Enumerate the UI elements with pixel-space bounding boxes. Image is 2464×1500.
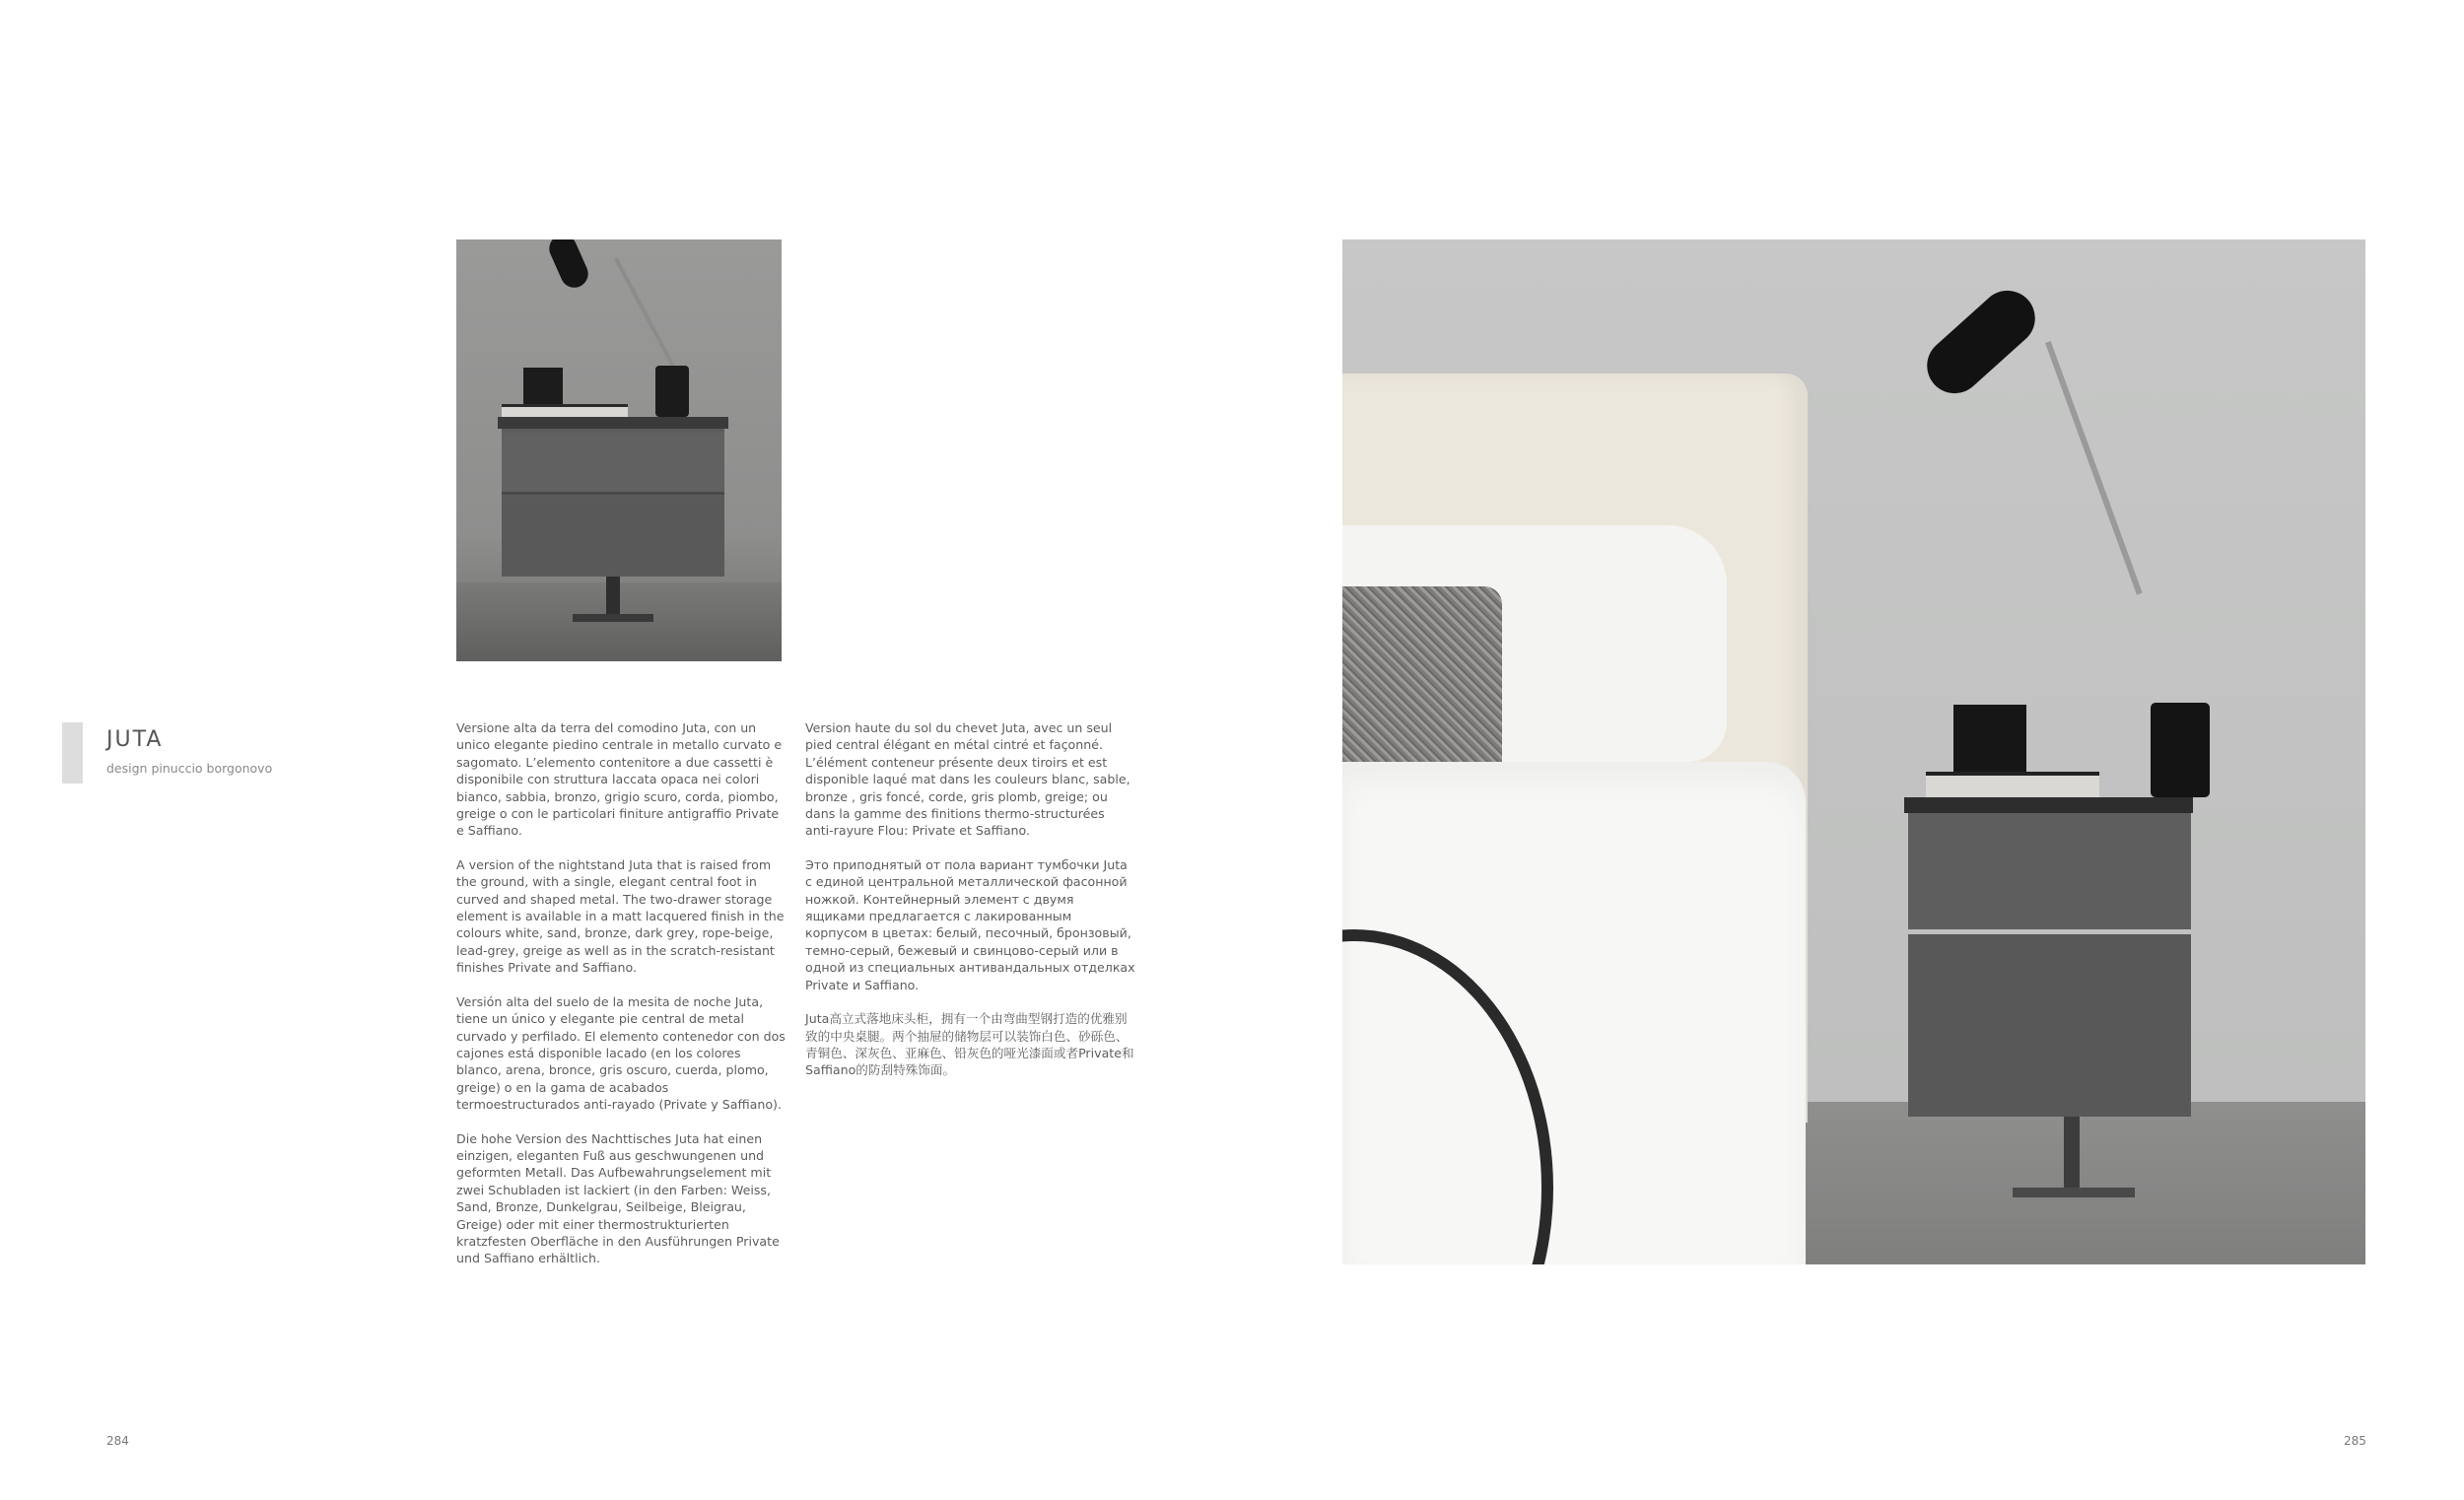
description-chinese: Juta高立式落地床头柜，拥有一个由弯曲型钢打造的优雅别致的中央桌腿。两个抽屉的储物层可以装饰白色、砂砾色、青铜色、深灰色、亚麻色、铅灰色的哑光漆面或者Private和Saffiano的防刮特殊饰面。	[805, 1011, 1134, 1078]
title-accent-bar	[62, 722, 83, 784]
designer-credit: design pinuccio borgonovo	[106, 761, 273, 776]
product-title: JUTA	[106, 727, 164, 752]
nightstand-product-photo	[456, 239, 782, 661]
description-french: Version haute du sol du chevet Juta, avec un seul pied central élégant en métal cintré et façonné. L’élément conteneur présente deux tiroirs et est disponible laqué mat dans les couleurs blanc, sable, bronze , gris foncé, corde, gris plomb, greige; ou dans la gamme des finitions thermo-structurées anti-rayure Flou: Private et Saffiano.	[805, 720, 1130, 839]
description-spanish: Versión alta del suelo de la mesita de noche Juta, tiene un único y elegante pie central de metal curvado y perfilado. El elemento contenedor con dos cajones está disponible lacado (en los colores blanco, arena, bronce, gris oscuro, cuerda, plomo, greige) o en la gama de acabados termoestructurados anti-rayado (Private y Saffiano).	[456, 993, 786, 1113]
bedroom-scene-photo	[1342, 239, 2365, 1264]
description-italian: Versione alta da terra del comodino Juta, con un unico elegante piedino centrale in metallo curvato e sagomato. L’elemento contenitore a due cassetti è disponibile con struttura laccata opaca nei colori bianco, sabbia, bronzo, grigio scuro, corda, piombo, greige o con le particolari finiture antigraffio Private e Saffiano.	[456, 720, 783, 839]
description-column-right	[805, 719, 1136, 1096]
page-number-right: 285	[2344, 1434, 2366, 1448]
description-column-left	[456, 719, 787, 1284]
page-number-left: 284	[106, 1434, 129, 1448]
description-english: A version of the nightstand Juta that is raised from the ground, with a single, elegant central foot in curved and shaped metal. The two-drawer storage element is available in a matt lacquered finish in the colours white, sand, bronze, dark grey, rope-beige, lead-grey, greige as well as in the scratch-resistant finishes Private and Saffiano.	[456, 856, 785, 976]
description-german: Die hohe Version des Nachttisches Juta hat einen einzigen, eleganten Fuß aus geschwungenen und geformten Metall. Das Aufbewahrungselement mit zwei Schubladen ist lackiert (in den Farben: Weiss, Sand, Bronze, Dunkelgrau, Seilbeige, Bleigrau, Greige) oder mit einer thermostrukturierten kratzfesten Oberfläche in den Ausführungen Private und Saffiano erhältlich.	[456, 1130, 780, 1266]
description-russian: Это приподнятый от пола вариант тумбочки Juta с единой центральной металлической фасонной ножкой. Контейнерный элемент с двумя ящиками предлагается с лакированным корпусом в цветах: белый, песочный, бронзовый, темно-серый, бежевый и свинцово-серый или в одной из специальных антивандальных отделках Private и Saffiano.	[805, 856, 1135, 992]
